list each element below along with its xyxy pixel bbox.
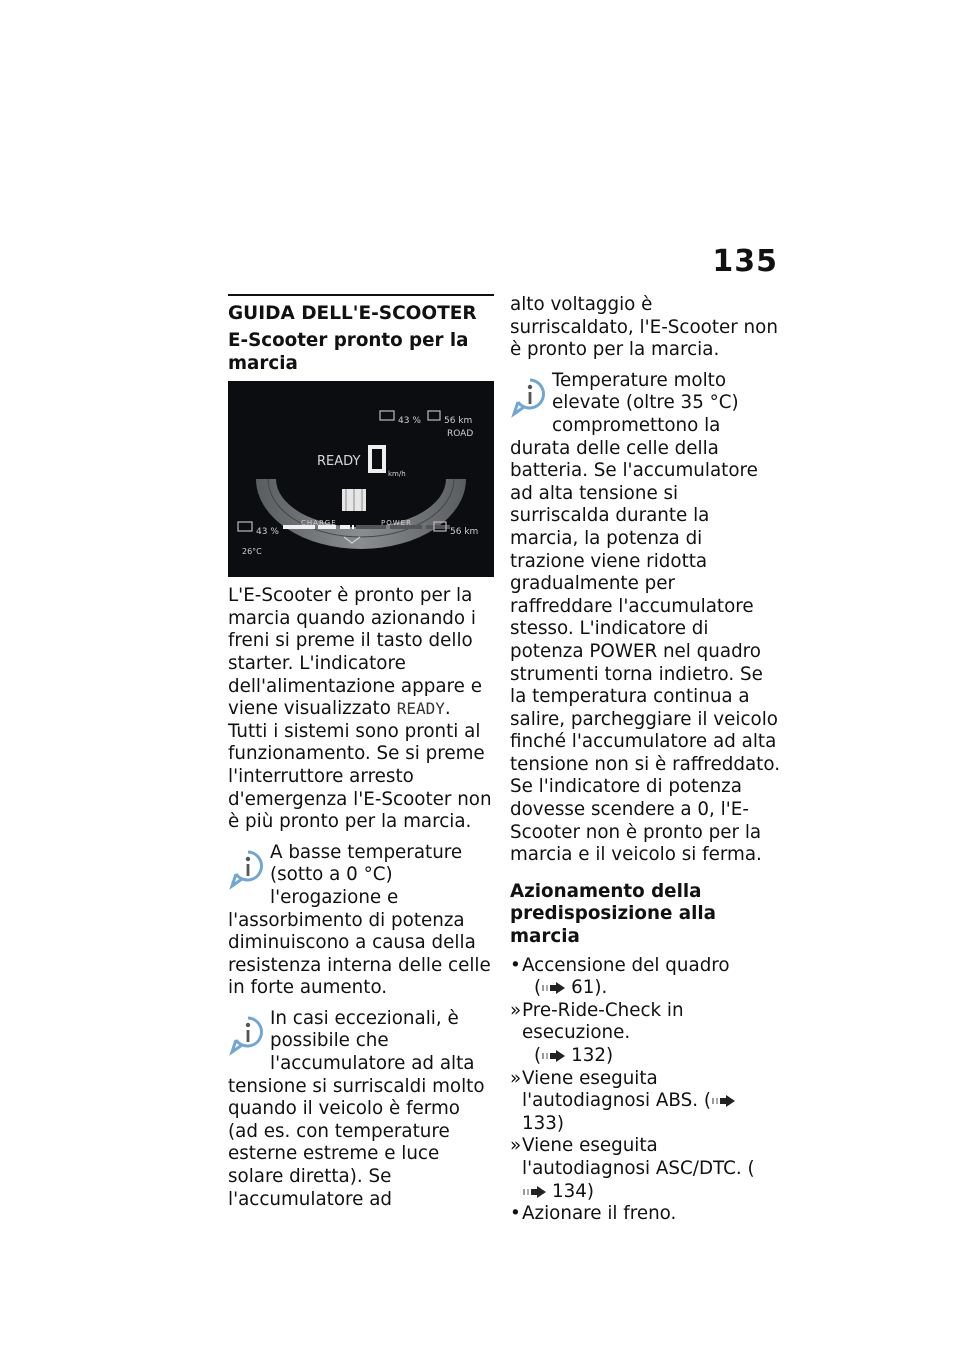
right-column: [510, 294, 780, 1226]
section-title-ready: E-Scooter pronto per la marcia: [228, 330, 469, 374]
battery-top-value: 43 %: [398, 416, 421, 427]
step-text: Viene eseguita l'autodiagnosi ASC/DTC. (: [522, 1135, 755, 1179]
chapter-title: GUIDA DELL'E-SCOOTER: [228, 303, 477, 324]
power-label: POWER: [381, 519, 412, 528]
range-bottom-value: 56 km: [450, 527, 479, 538]
step-item: [510, 1135, 780, 1203]
info-icon: [510, 374, 550, 418]
chapter-rule: [228, 294, 494, 296]
step-ref[interactable]: 134): [552, 1180, 595, 1202]
step-item: [510, 1068, 780, 1136]
step-marker: •: [510, 1203, 521, 1225]
info-icon: [228, 1012, 268, 1056]
section-title-activation: Azionamento della predisposizione alla marcia: [510, 880, 716, 948]
note-low-temperature: [228, 842, 494, 1000]
ready-text-b: . Tutti i sistemi sono pronti al funzionamento. Se si preme l'interruttore arresto d'emergenza l'E-Scooter non è più pronto per la marcia.: [228, 698, 492, 833]
step-marker: »: [510, 1067, 522, 1089]
left-column: [228, 294, 494, 1219]
cross-reference-arrow-icon: [541, 982, 567, 994]
activation-steps: [510, 955, 780, 1226]
info-icon: [228, 846, 268, 890]
charge-label: CHARGE: [301, 519, 337, 528]
note-low-temperature-text: A basse temperature (sotto a 0 °C) l'erogazione e l'assorbimento di potenza diminuiscono a causa della resistenza interna delle celle in forte aumento.: [228, 841, 491, 999]
step-item: » Pre-Ride-Check in esecuzione. ( 132): [510, 999, 684, 1066]
step-ref[interactable]: 61).: [571, 977, 608, 999]
note-high-temperature-text: Temperature molto elevate (oltre 35 °C) compromettono la durata delle celle della batteria. Se l'accumulatore ad alta tensione si surriscalda durante la marcia, la potenza di trazione viene ridotta gradualmente per raffreddare l'accumulatore stesso. L'indicatore di potenza POWER nel quadro strumenti torna indietro. Se la temperatura continua a salire, parcheggiare il veicolo finché l'accumulatore ad alta tensione non si è raffreddato. Se l'indicatore di potenza dovesse scendere a 0, l'E-Scooter non è pronto per la marcia e il veicolo si ferma.: [510, 369, 781, 866]
ready-text-a: L'E-Scooter è pronto per la marcia quando azionando i freni si preme il tasto dello starter. L'indicatore dell'alimentazione appare e viene visualizzato: [228, 585, 482, 720]
speed-unit: km/h: [388, 470, 406, 479]
step-ref[interactable]: 133): [522, 1112, 565, 1134]
ready-code: READY: [396, 699, 445, 719]
note-high-temperature: [510, 370, 780, 867]
step-text: Accensione del quadro: [522, 954, 730, 976]
cross-reference-arrow-icon: [522, 1186, 548, 1198]
step-ref[interactable]: 132): [571, 1045, 614, 1066]
step-text: Pre-Ride-Check in esecuzione.: [522, 999, 684, 1044]
step-marker: »: [510, 999, 522, 1021]
step-item: [510, 1203, 780, 1226]
continued-paragraph: alto voltaggio è surriscaldato, l'E-Scooter non è pronto per la marcia.: [510, 294, 778, 361]
note-overheating: [228, 1008, 494, 1211]
mode-label: ROAD: [447, 429, 474, 440]
step-item: • Accensione del quadro ( 61).: [510, 954, 730, 999]
note-overheating-text: In casi eccezionali, è possibile che l'accumulatore ad alta tensione si surriscaldi molto quando il veicolo è fermo (ad es. con temperature esterne estreme e luce solare diretta). Se l'accumulatore ad: [228, 1007, 485, 1210]
ready-status: READY: [317, 454, 361, 470]
ready-paragraph: [228, 585, 494, 834]
battery-bottom-value: 43 %: [256, 527, 279, 538]
dashboard-image: [228, 381, 494, 577]
step-text: Azionare il freno.: [522, 1203, 677, 1225]
range-top-value: 56 km: [444, 416, 473, 427]
page-number: 135: [712, 244, 778, 279]
cross-reference-arrow-icon: [711, 1095, 737, 1107]
cross-reference-arrow-icon: [541, 1050, 567, 1062]
step-marker: »: [510, 1135, 522, 1157]
step-text: Viene eseguita l'autodiagnosi ABS. (: [522, 1067, 712, 1112]
temperature-value: 26°C: [242, 547, 262, 557]
step-marker: •: [510, 954, 521, 976]
